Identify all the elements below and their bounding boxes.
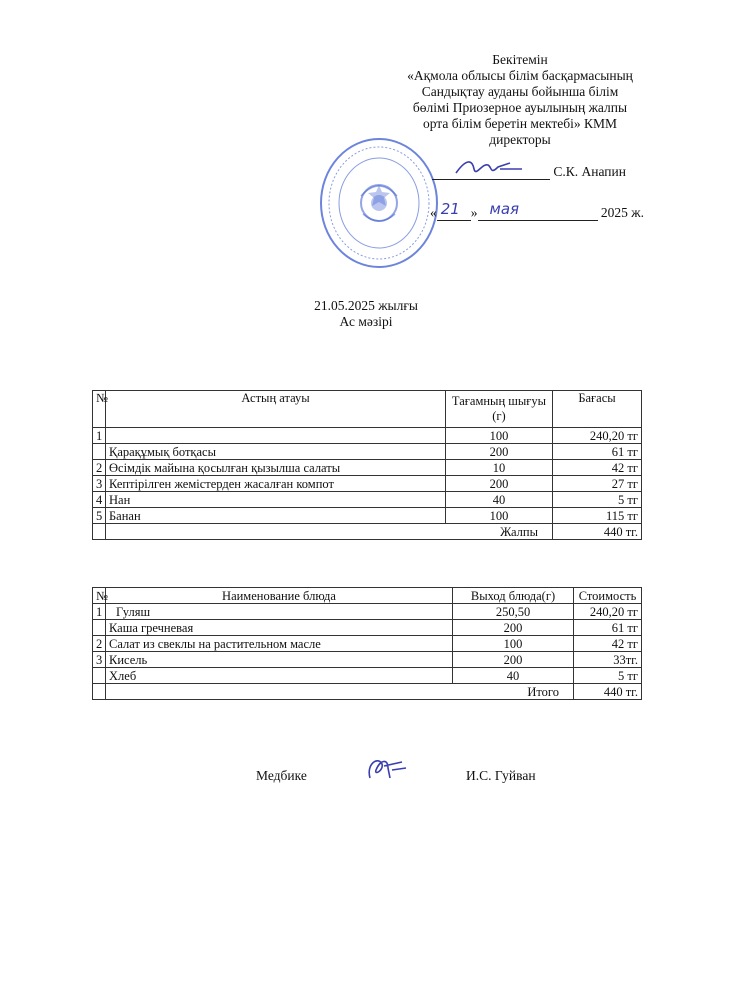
table-row: [93, 604, 642, 620]
col-number-header: №: [93, 588, 106, 604]
table-row: [93, 428, 642, 444]
col-number-header: №: [93, 391, 106, 428]
table-header-row: [93, 588, 642, 604]
dish-price: 240,20 тг: [574, 604, 642, 620]
dish-name: Өсімдік майына қосылған қызылша салаты: [106, 460, 446, 476]
dish-price: 115 тг: [553, 508, 642, 524]
date-month-field: [478, 200, 598, 221]
approval-line: бөлімі Приозерное ауылының жалпы: [412, 100, 628, 115]
dish-price: 61 тг: [553, 444, 642, 460]
col-yield-header: Выход блюда(г): [453, 588, 574, 604]
approval-line: директоры: [489, 132, 551, 147]
row-number: 4: [93, 492, 106, 508]
menu-date: 21.05.2025 жылғы: [314, 298, 418, 313]
dish-name: Кисель: [106, 652, 453, 668]
dish-name: Кептірілген жемістерден жасалған компот: [106, 476, 446, 492]
dish-price: 5 тг: [574, 668, 642, 684]
table-row: [93, 444, 642, 460]
dish-price: 5 тг: [553, 492, 642, 508]
row-number: 3: [93, 652, 106, 668]
dish-yield: 100: [453, 636, 574, 652]
total-number-cell: [93, 524, 106, 540]
nurse-role: Медбике: [256, 768, 307, 783]
total-value: 440 тг.: [553, 524, 642, 540]
dish-name: Хлеб: [106, 668, 453, 684]
director-signature-line: [432, 164, 626, 180]
menu-title: Ас мәзірі: [339, 314, 393, 329]
total-value: 440 тг.: [574, 684, 642, 700]
menu-table-ru: [92, 587, 642, 700]
dish-price: 42 тг: [574, 636, 642, 652]
nurse-name: И.С. Гуйван: [466, 768, 536, 783]
total-row: [93, 684, 642, 700]
dish-name: Банан: [106, 508, 446, 524]
date-month: мая: [489, 200, 520, 218]
signature-underline: [432, 165, 550, 180]
approval-block: [385, 52, 655, 148]
director-name: С.К. Анапин: [553, 164, 626, 179]
table-row: [93, 460, 642, 476]
total-label: Жалпы: [106, 524, 553, 540]
dish-yield: 200: [446, 444, 553, 460]
dish-yield: 10: [446, 460, 553, 476]
table-row: [93, 476, 642, 492]
col-dish-header: Наименование блюда: [106, 588, 453, 604]
row-number: 2: [93, 460, 106, 476]
approval-line: орта білім беретін мектебі» КММ: [422, 116, 618, 131]
dish-name: Каша гречневая: [106, 620, 453, 636]
approval-line: Сандықтау ауданы бойынша білім: [421, 84, 619, 99]
dish-yield: 250,50: [453, 604, 574, 620]
total-row: [93, 524, 642, 540]
row-number: 2: [93, 636, 106, 652]
table-row: [93, 668, 642, 684]
col-price-header: Бағасы: [553, 391, 642, 428]
table-row: [93, 652, 642, 668]
total-number-cell: [93, 684, 106, 700]
table-row: [93, 636, 642, 652]
dish-yield: 200: [446, 476, 553, 492]
dish-price: 61 тг: [574, 620, 642, 636]
dish-yield: 40: [446, 492, 553, 508]
row-number: [93, 668, 106, 684]
date-open-quote: «: [430, 205, 437, 220]
menu-table-kz: [92, 390, 642, 540]
col-price-header: Стоимость: [574, 588, 642, 604]
date-close-quote: »: [470, 205, 478, 220]
dish-yield: 200: [453, 620, 574, 636]
dish-yield: 100: [446, 508, 553, 524]
dish-price: 27 тг: [553, 476, 642, 492]
approval-line: «Ақмола облысы білім басқармасының: [407, 68, 633, 83]
table-row: [93, 620, 642, 636]
row-number: [93, 444, 106, 460]
dish-name: [106, 428, 446, 444]
date-day-field: [437, 200, 471, 221]
row-number: [93, 620, 106, 636]
col-dish-header: Астың атауы: [106, 391, 446, 428]
dish-yield: 40: [453, 668, 574, 684]
col-yield-header: Тағамның шығуы (г): [446, 391, 553, 428]
dish-name: Салат из свеклы на растительном масле: [106, 636, 453, 652]
row-number: 5: [93, 508, 106, 524]
dish-name: Қарақұмық ботқасы: [106, 444, 446, 460]
date-year: 2025 ж.: [600, 205, 644, 220]
row-number: 1: [93, 428, 106, 444]
dish-name: Гуляш: [106, 604, 453, 620]
dish-price: 33тг.: [574, 652, 642, 668]
nurse-signature-icon: [362, 752, 412, 788]
approval-line: Бекітемін: [492, 52, 548, 67]
dish-price: 42 тг: [553, 460, 642, 476]
menu-heading: [0, 298, 732, 330]
table-header-row: [93, 391, 642, 428]
total-label: Итого: [106, 684, 574, 700]
table-row: [93, 508, 642, 524]
row-number: 1: [93, 604, 106, 620]
dish-name: Нан: [106, 492, 446, 508]
approval-date: [430, 200, 644, 221]
handwritten-signature-icon: [452, 155, 532, 181]
dish-price: 240,20 тг: [553, 428, 642, 444]
row-number: 3: [93, 476, 106, 492]
date-day: 21: [440, 200, 460, 218]
dish-yield: 100: [446, 428, 553, 444]
table-row: [93, 492, 642, 508]
dish-yield: 200: [453, 652, 574, 668]
official-stamp-icon: [318, 136, 440, 270]
